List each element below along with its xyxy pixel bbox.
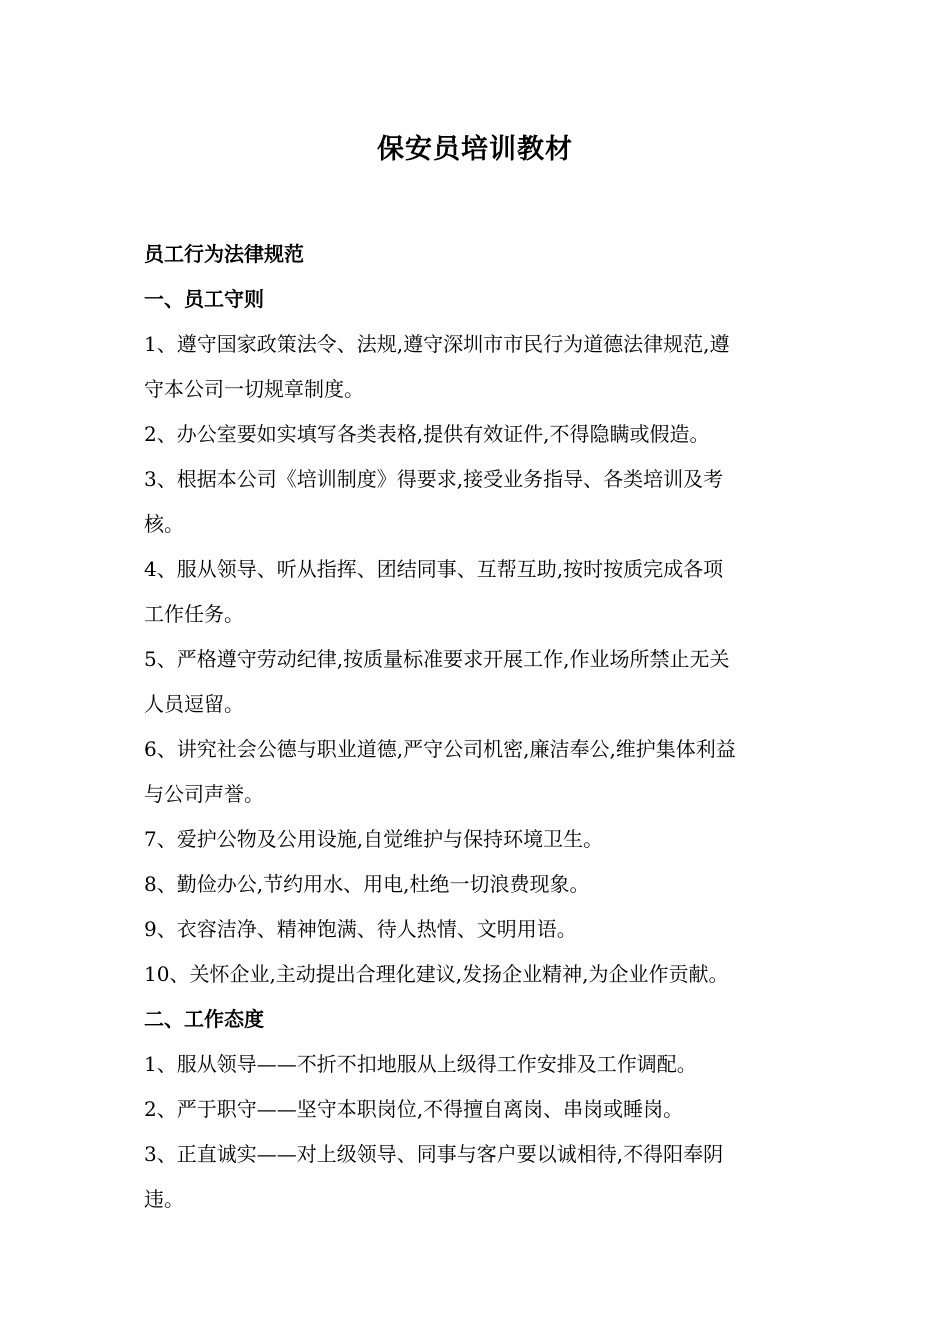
part2-line: 2、严于职守——坚守本职岗位,不得擅自离岗、串岗或睡岗。: [144, 1097, 684, 1121]
part1-line: 8、勤俭办公,节约用水、用电,杜绝一切浪费现象。: [144, 872, 590, 896]
part1-line: 核。: [144, 512, 184, 536]
document-body: [144, 232, 804, 1222]
part2-line: 3、正直诚实——对上级领导、同事与客户要以诚相待,不得阳奉阴: [144, 1142, 724, 1166]
part1-line: 4、服从领导、听从指挥、团结同事、互帮互助,按时按质完成各项: [144, 557, 724, 581]
part1-heading: 一、员工守则: [144, 287, 264, 311]
part1-line: 1、遵守国家政策法令、法规,遵守深圳市市民行为道德法律规范,遵: [144, 332, 730, 356]
part1-line: 9、衣容洁净、精神饱满、待人热情、文明用语。: [144, 917, 577, 941]
part1-line: 人员逗留。: [144, 692, 244, 716]
section-title: 员工行为法律规范: [144, 242, 304, 266]
part1-line: 3、根据本公司《培训制度》得要求,接受业务指导、各类培训及考: [144, 467, 724, 491]
document-title: 保安员培训教材: [377, 134, 573, 165]
part1-line: 10、关怀企业,主动提出合理化建议,发扬企业精神,为企业作贡献。: [144, 962, 729, 986]
part1-line: 5、严格遵守劳动纪律,按质量标准要求开展工作,作业场所禁止无关: [144, 647, 730, 671]
part1-line: 6、讲究社会公德与职业道德,严守公司机密,廉洁奉公,维护集体利益: [144, 737, 736, 761]
part1-line: 7、爱护公物及公用设施,自觉维护与保持环境卫生。: [144, 827, 604, 851]
part2-line: 1、服从领导——不折不扣地服从上级得工作安排及工作调配。: [144, 1052, 697, 1076]
part1-line: 2、办公室要如实填写各类表格,提供有效证件,不得隐瞒或假造。: [144, 422, 710, 446]
part2-line: 违。: [144, 1187, 184, 1211]
part1-line: 工作任务。: [144, 602, 244, 626]
part1-line: 守本公司一切规章制度。: [144, 377, 364, 401]
part1-line: 与公司声誉。: [144, 782, 264, 806]
part2-heading: 二、工作态度: [144, 1007, 264, 1031]
